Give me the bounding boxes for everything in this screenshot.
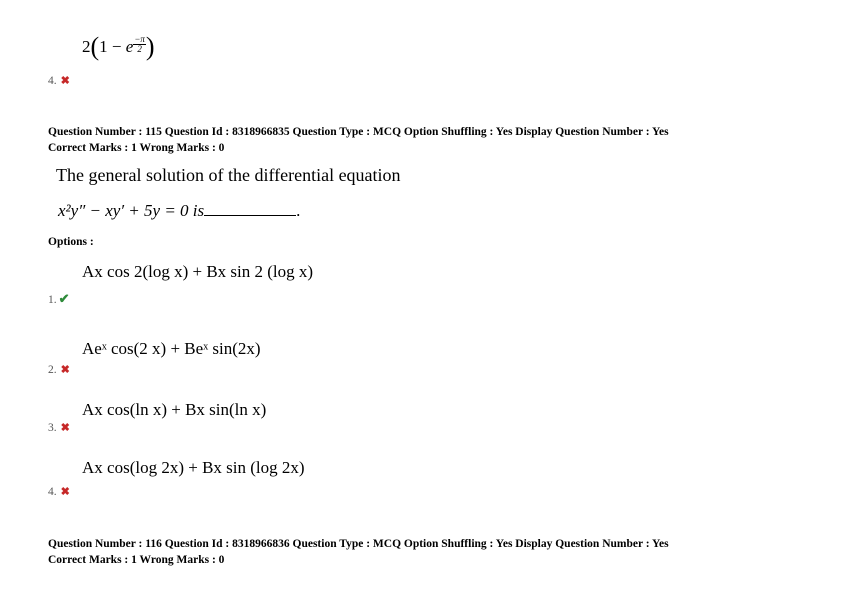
option-2-text: Aeˣ cos(2 x) + Beˣ sin(2x) — [82, 339, 261, 358]
question-text: The general solution of the differential equation — [56, 165, 401, 185]
wrong-mark-icon: ✖ — [60, 75, 70, 87]
option-4-text: Ax cos(log 2x) + Bx sin (log 2x) — [82, 458, 305, 477]
option-4-number: 4. ✖ — [48, 486, 70, 498]
exponent-fraction: $\frac{-\pi}{2}$ — [134, 34, 145, 54]
option-3-number: 3. ✖ — [48, 422, 70, 434]
wrong-mark-icon: ✖ — [60, 422, 70, 434]
next-question-meta-line2: Correct Marks : 1 Wrong Marks : 0 — [48, 554, 225, 566]
previous-option-number: 4. ✖ — [48, 75, 70, 87]
option-2-number: 2. ✖ — [48, 364, 70, 376]
question-meta-line1: Question Number : 115 Question Id : 8318966835 Question Type : MCQ Option Shuffling : Yes Display Question Number : Yes — [48, 126, 669, 138]
check-mark-icon: ✔ — [58, 291, 70, 306]
option-3-text: Ax cos(ln x) + Bx sin(ln x) — [82, 400, 267, 419]
options-label: Options : — [48, 236, 94, 248]
wrong-mark-icon: ✖ — [60, 364, 70, 376]
previous-option-formula: 2(1 − e $\frac{-\pi}{2}$ ) — [82, 32, 155, 61]
question-equation: x²y″ − xy′ + 5y = 0 is . — [58, 201, 301, 220]
wrong-mark-icon: ✖ — [60, 486, 70, 498]
next-question-meta-line1: Question Number : 116 Question Id : 8318966836 Question Type : MCQ Option Shuffling : Yes Display Question Number : Yes — [48, 538, 669, 550]
option-1-number: 1. ✔ — [48, 291, 70, 306]
question-meta-line2: Correct Marks : 1 Wrong Marks : 0 — [48, 142, 225, 154]
answer-blank — [204, 214, 296, 216]
option-1-text: Ax cos 2(log x) + Bx sin 2 (log x) — [82, 262, 314, 281]
